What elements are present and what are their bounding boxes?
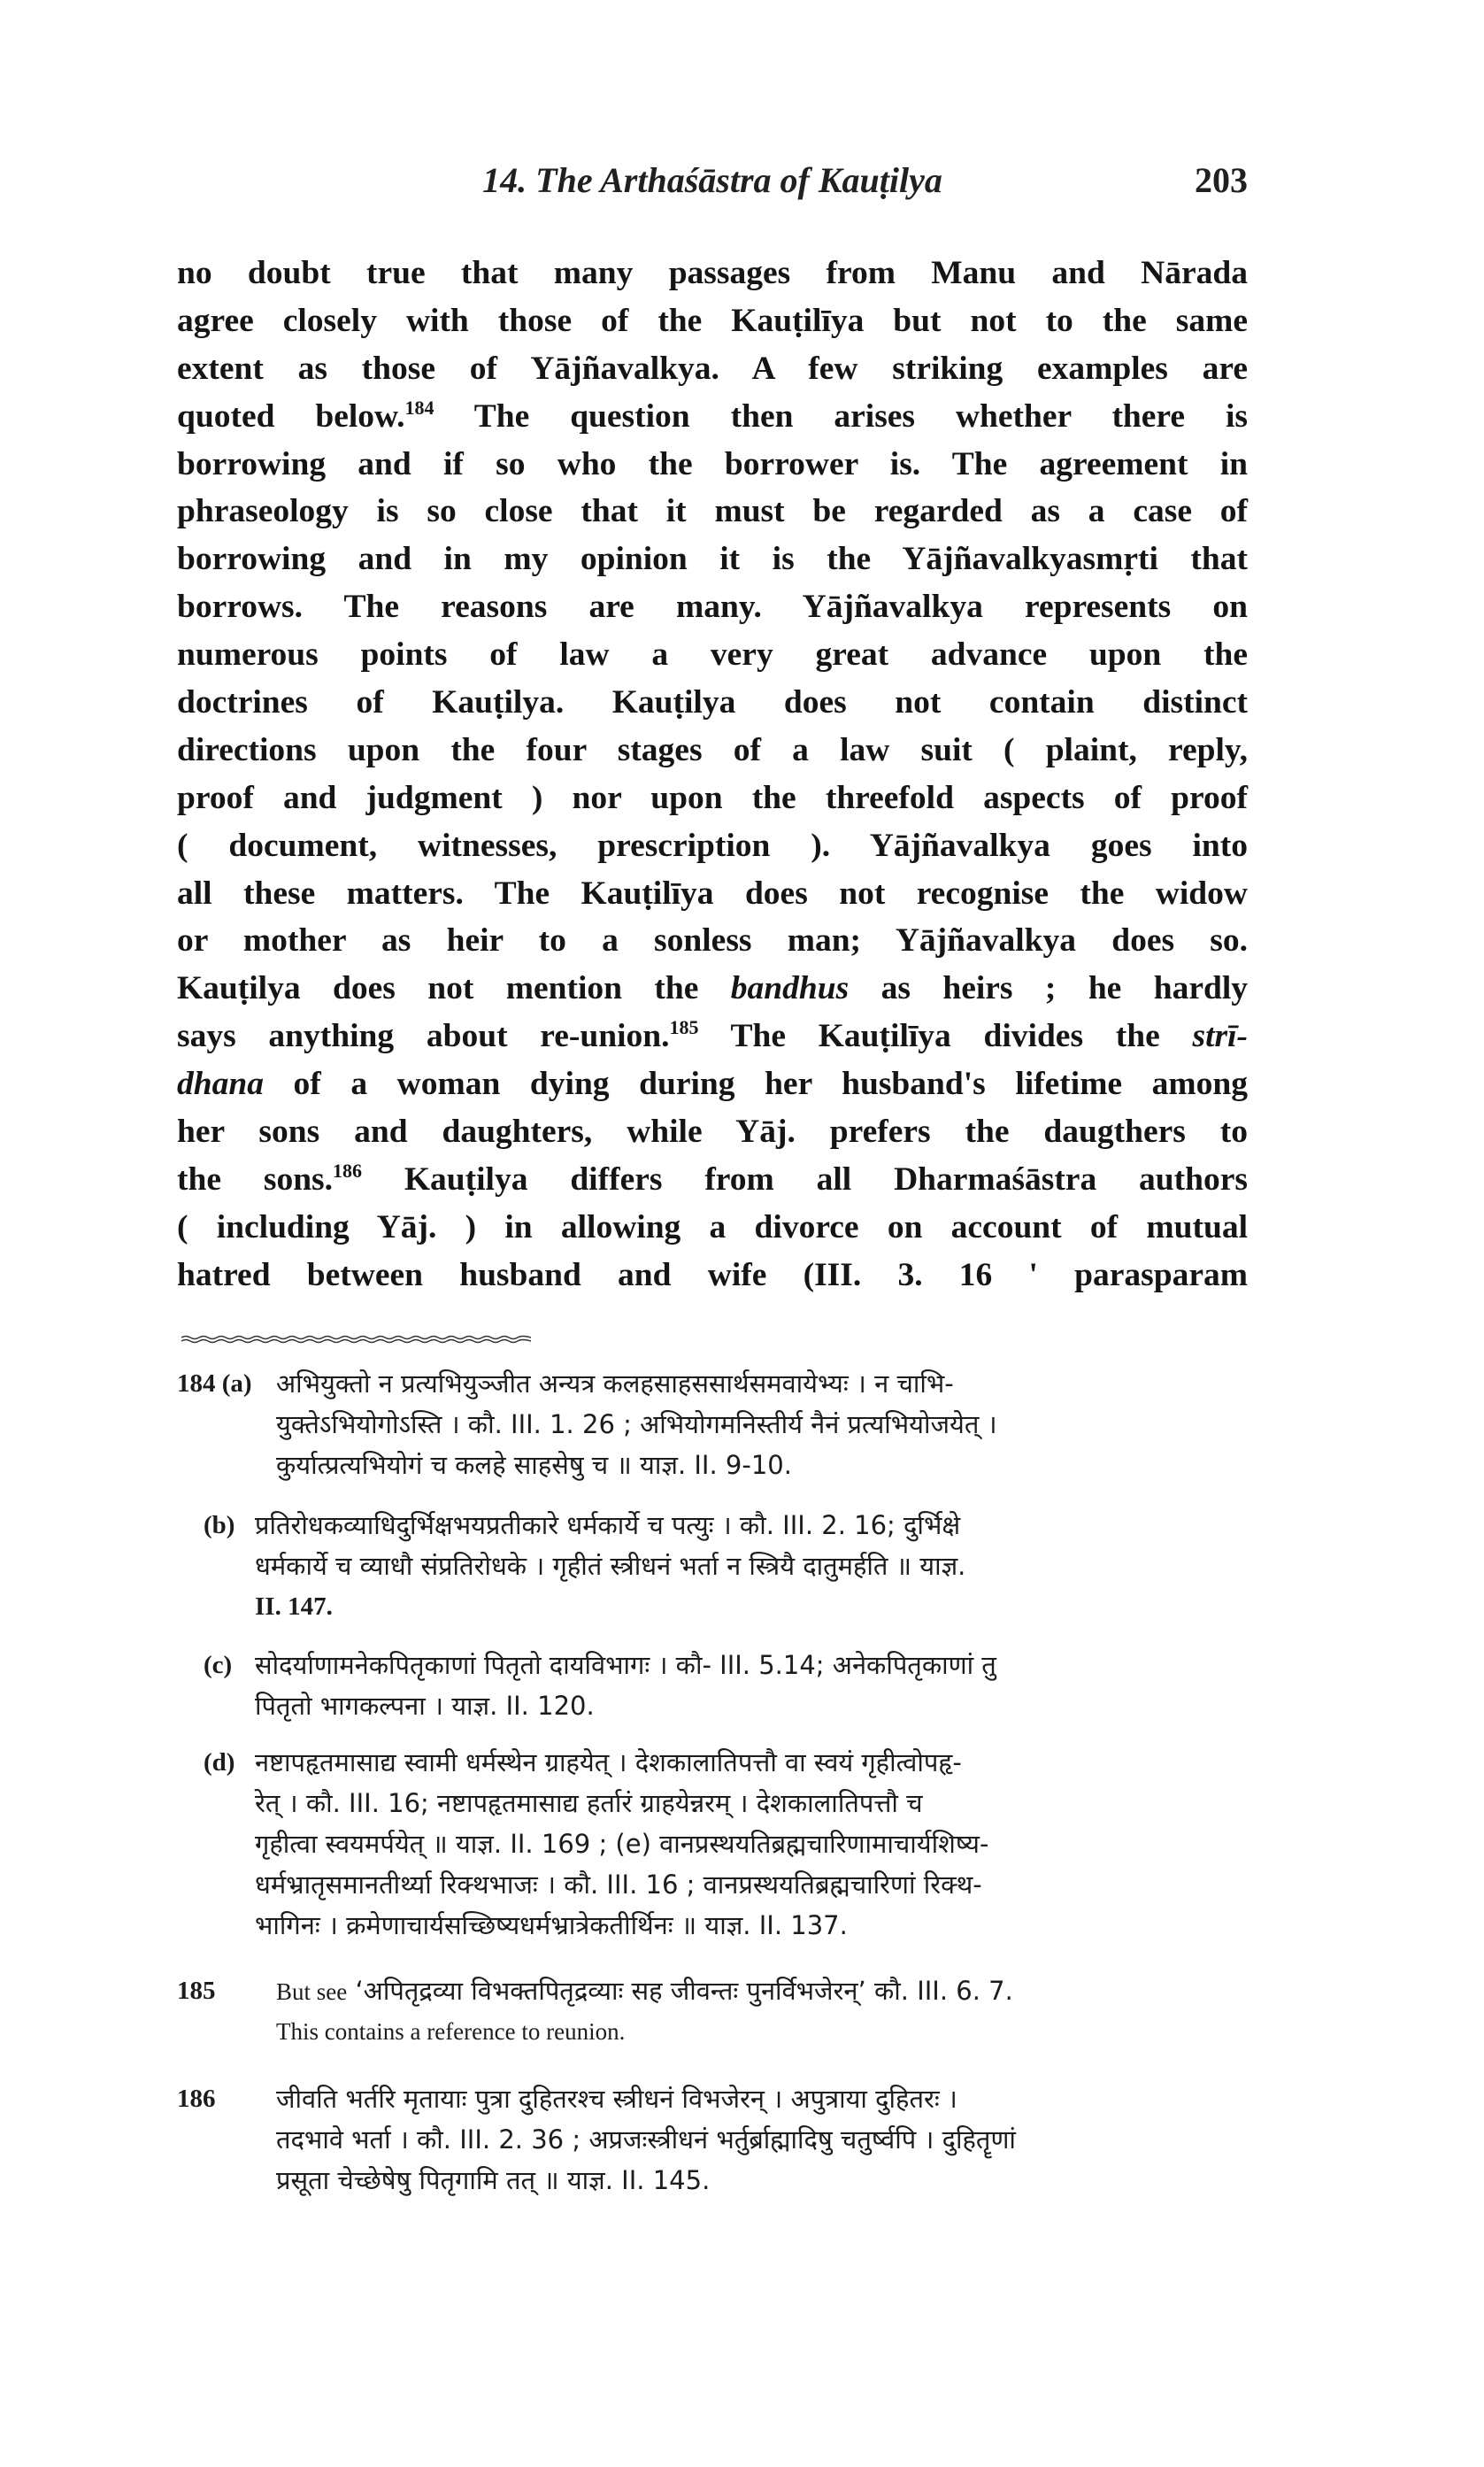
body-line: borrows. The reasons are many. Yājñavalkya represents on [177,589,1248,626]
footnote-184d [177,1742,1252,1947]
footnote-body [276,1363,1252,1485]
body-line: agree closely with those of the Kauṭilīya but not to the same [177,302,1248,339]
body-line [177,1156,1248,1204]
footnote-line: कुर्यात्प्रत्यभियोगं च कलहे साहसेषु च ॥ याज्ञ. II. 9-10. [276,1450,792,1480]
footnote-line: युक्तेऽभियोगोऽस्ति । कौ. III. 1. 26 ; अभियोगमनिस्तीर्य नैनं प्रत्यभियोजयेत् । [276,1409,997,1439]
footnote-line: धर्मभ्रातृसमानतीर्थ्या रिक्थभाजः । कौ. III. 16 ; वानप्रस्थयतिब्रह्मचारिणां रिक्थ- [255,1870,982,1900]
body-line: borrowing and in my opinion it is the Yājñavalkyasmṛti that [177,541,1248,578]
footnote-line: नष्टापहृतमासाद्य स्वामी धर्मस्थेन ग्राहयेत् । देशकालातिपत्तौ वा स्वयं गृहीत्वोपहृ- [255,1747,962,1777]
footnote-line: प्रतिरोधकव्याधिदुर्भिक्षभयप्रतीकारे धर्मकार्ये च पत्युः । कौ. III. 2. 16; दुर्भिक्षे [255,1510,961,1540]
footnote-line: रेत् । कौ. III. 16; नष्टापहृतमासाद्य हर्तारं ग्राहयेन्नरम् । देशकालातिपत्तौ च [255,1788,923,1818]
body-text-segment: Kauṭilya differs from all Dharmaśāstra authors [404,1160,1248,1198]
body-line: proof and judgment ) nor upon the threefold aspects of proof [177,779,1248,816]
body-line: phraseology is so close that it must be regarded as a case of [177,493,1248,530]
body-text [177,250,1248,1299]
body-text-segment: of a woman dying during her husband's lifetime among [293,1066,1248,1103]
body-line: no doubt true that many passages from Manu and Nārada [177,255,1248,291]
footnote-line: जीवति भर्तरि मृतायाः पुत्रा दुहितरश्च स्त्रीधनं विभजेरन् । अपुत्राया दुहितरः । [276,2084,957,2114]
footnote-body [255,1742,1252,1946]
body-line: numerous points of law a very great advance upon the [177,636,1248,674]
footnote-text-segment: But see [276,1978,348,2005]
footnote-line: धर्मकार्ये च व्याधौ संप्रतिरोधके । गृहीतं स्त्रीधनं भर्ता न स्त्रियै दातुमर्हति ॥ याज्ञ. [255,1551,966,1581]
footnote-label: 186 [177,2085,216,2113]
body-line: hatred between husband and wife (III. 3. 16 ' parasparam [177,1256,1248,1293]
body-line [177,1013,1248,1060]
body-line [177,1060,1248,1108]
footnote-line: सोदर्याणामनेकपितृकाणां पितृतो दायविभागः । कौ- III. 5.14; अनेकपितृकाणां तु [255,1650,996,1680]
footnote-body [276,1970,1252,2052]
footnote-184b [177,1505,1252,1629]
body-text-segment: says anything about re-union. [177,1018,670,1055]
footnote-label: 185 [177,1977,216,2005]
body-text-segment: quoted below. [177,397,405,435]
footnote-line: गृहीत्वा स्वयमर्पयेत् ॥ याज्ञ. II. 169 ; (e) वानप्रस्थयतिब्रह्मचारिणामाचार्यशिष्य- [255,1829,989,1859]
body-line [177,965,1248,1013]
footnote-ref-185[interactable]: 185 [669,1016,699,1039]
footnote-line: II. 147. [255,1592,333,1621]
body-line: ( document, witnesses, prescription ). Yājñavalkya goes into [177,827,1248,864]
term-bandhus: bandhus [730,970,850,1007]
body-line: all these matters. The Kauṭilīya does not recognise the widow [177,875,1248,912]
footnote-line: अभियुक्तो न प्रत्यभियुञ्जीत अन्यत्र कलहसाहससार्थसमवायेभ्यः । न चाभि- [276,1368,954,1399]
page-number: 203 [1195,160,1248,200]
body-text-segment: The question then arises whether there is [473,397,1249,435]
body-line: her sons and daughters, while Yāj. prefers the daugthers to [177,1114,1248,1151]
running-title: 14. The Arthaśāstra of Kauṭilya [482,160,942,200]
body-line: doctrines of Kauṭilya. Kauṭilya does not contain distinct [177,684,1248,721]
footnote-label: (b) [204,1511,235,1539]
footnote-184a [177,1363,1252,1487]
footnote-body [255,1645,1252,1726]
footnote-label: (d) [204,1748,235,1777]
footnote-line: पितृतो भागकल्पना । याज्ञ. II. 120. [255,1691,595,1721]
footnote-body [276,2078,1252,2201]
body-line [177,393,1248,441]
footnote-line: तदभावे भर्ता । कौ. III. 2. 36 ; अप्रजःस्त्रीधनं भर्तुर्ब्राह्मादिषु चतुर्ष्वपि । दुहितॄणां [276,2124,1016,2155]
body-text-segment: Kauṭilya does not mention the [177,970,699,1007]
body-line: extent as those of Yājñavalkya. A few striking examples are [177,350,1248,387]
footnote-ref-184[interactable]: 184 [404,396,434,419]
term-stri: strī- [1192,1018,1248,1055]
body-text-segment: as heirs ; he hardly [880,970,1248,1007]
footnote-184c [177,1645,1252,1728]
term-dhana: dhana [177,1066,264,1103]
body-line: directions upon the four stages of a law suit ( plaint, reply, [177,731,1248,768]
footnote-ref-186[interactable]: 186 [333,1159,363,1182]
footnote-rule [181,1335,531,1344]
footnote-line: भागिनः । क्रमेणाचार्यसच्छिष्यधर्मभ्रात्रेकतीर्थिनः ॥ याज्ञ. II. 137. [255,1910,848,1940]
body-line: borrowing and if so who the borrower is. The agreement in [177,445,1248,482]
body-line: ( including Yāj. ) in allowing a divorce on account of mutual [177,1208,1248,1245]
footnote-text-segment: ‘अपितृद्रव्या विभक्तपितृद्रव्याः सह जीवन्तः पुनर्विभजेरन्’ कौ. III. 6. 7. [355,1976,1013,2006]
footnote-line [276,1970,1252,2011]
footnote-185 [177,1970,1252,2054]
body-line: or mother as heir to a sonless man; Yājñavalkya does so. [177,922,1248,960]
body-text-segment: The Kauṭilīya divides the [730,1018,1160,1055]
footnote-line: This contains a reference to reunion. [276,2018,626,2045]
footnote-body [255,1505,1252,1627]
footnote-label: 184 (a) [177,1369,252,1398]
running-head [177,159,1248,212]
footnote-label: (c) [204,1651,233,1679]
footnote-line: प्रसूता चेच्छेषेषु पितृगामि तत् ॥ याज्ञ. II. 145. [276,2165,711,2195]
body-text-segment: the sons. [177,1160,334,1198]
footnote-186 [177,2078,1252,2202]
